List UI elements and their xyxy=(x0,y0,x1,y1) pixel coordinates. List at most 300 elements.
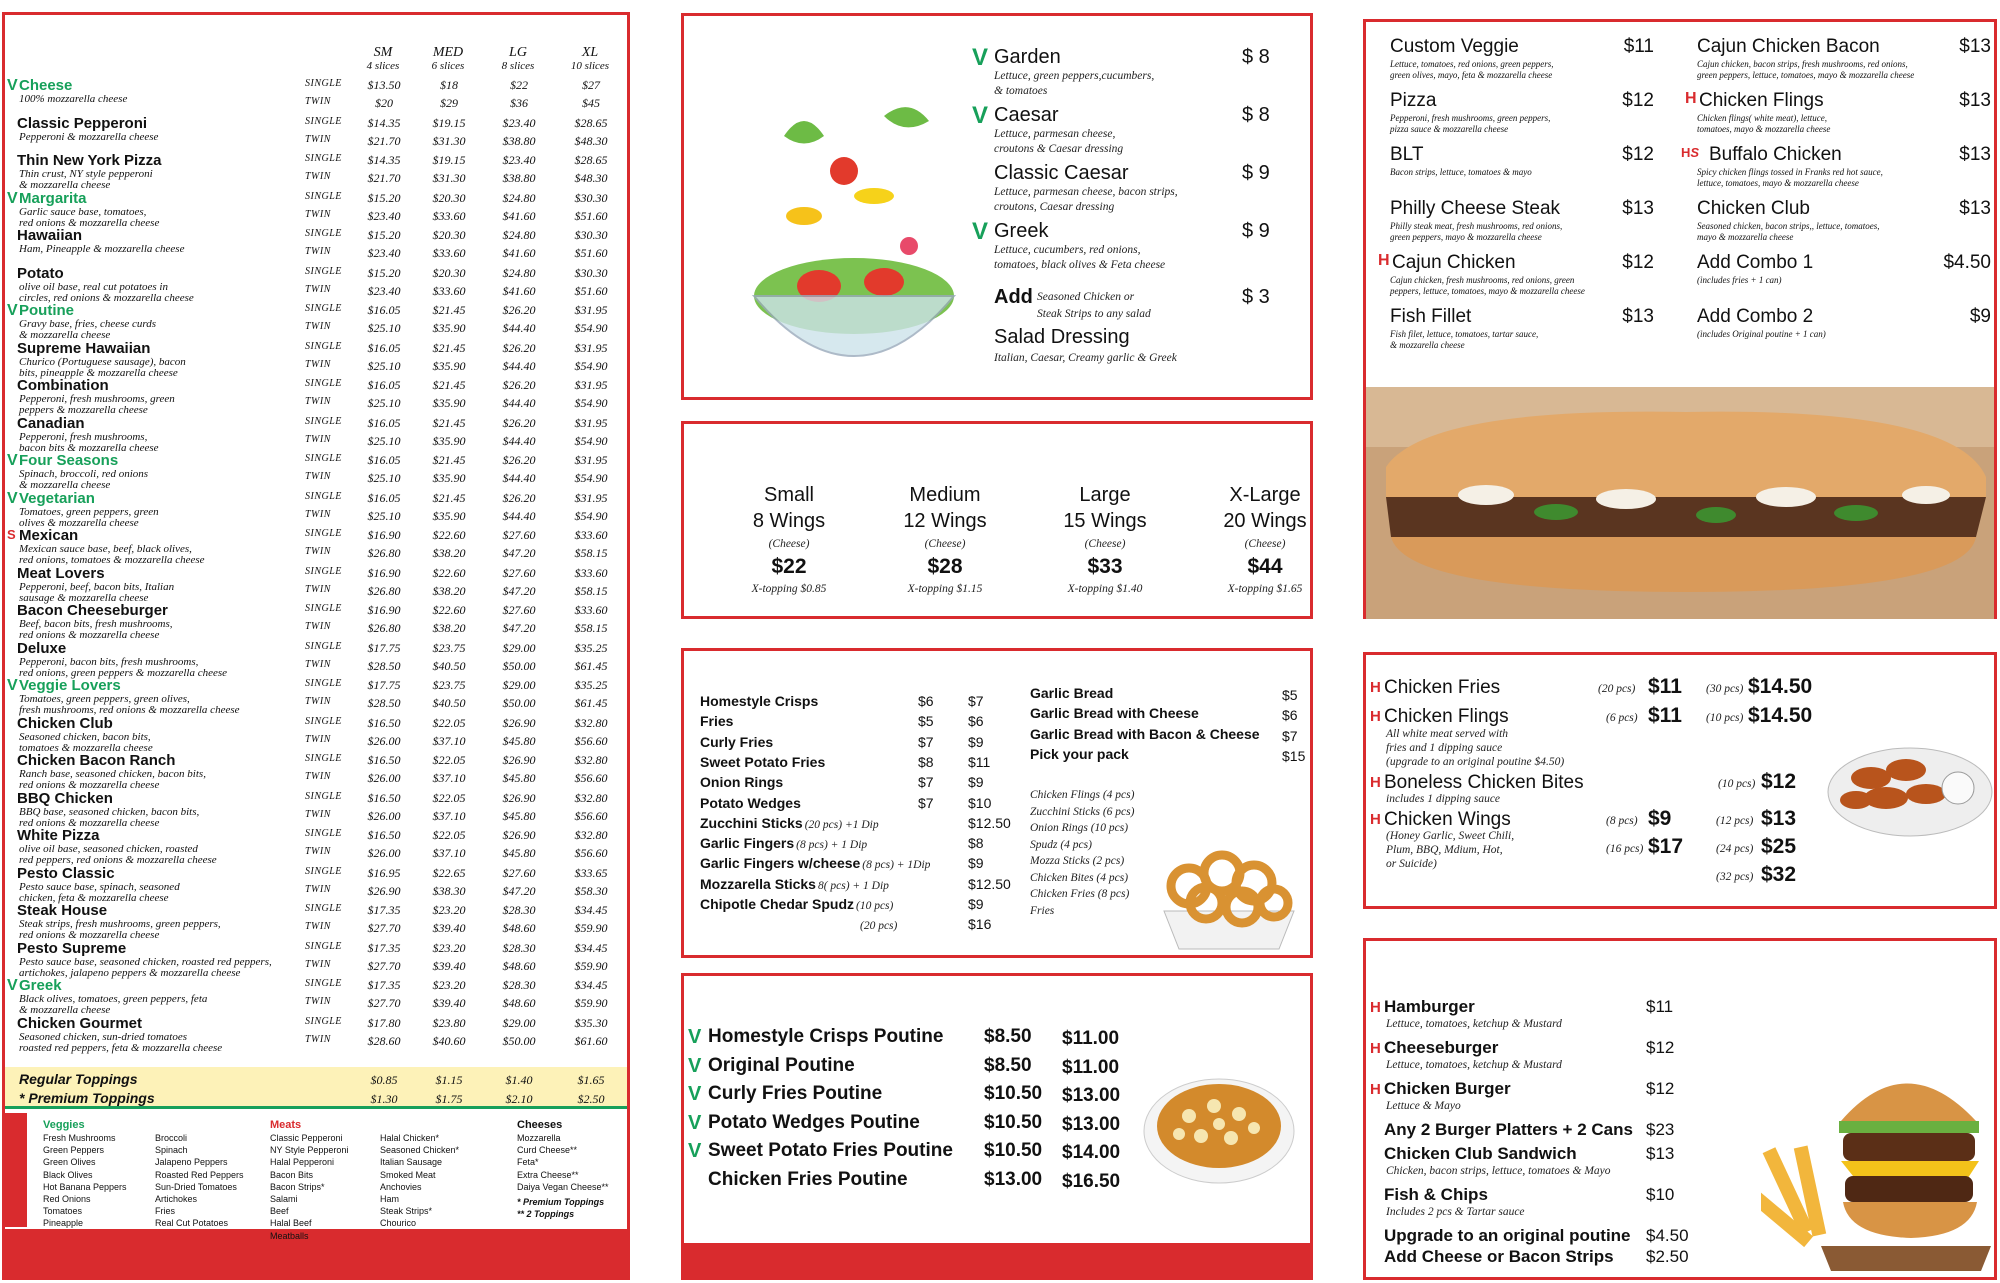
deal-extra-topping: X-topping $1.65 xyxy=(1227,583,1303,595)
single-price: $35.25 xyxy=(574,678,608,692)
appetizer-price: $15 xyxy=(1282,747,1306,764)
premium-note: * Premium Toppings xyxy=(517,1197,605,1207)
veggie-topping: Jalapeno Peppers xyxy=(155,1157,228,1168)
meat-topping: Halal Beef xyxy=(270,1218,312,1229)
twin-label: TWIN xyxy=(305,733,331,745)
pizza-item xyxy=(5,602,627,640)
single-price: $31.95 xyxy=(574,453,608,467)
sub-price: $4.50 xyxy=(1943,252,1991,273)
single-price: $16.95 xyxy=(367,865,401,880)
sub-desc: Fish filet, lettuce, tomatoes, tartar sauce, xyxy=(1390,329,1539,339)
single-price: $29.00 xyxy=(502,678,536,692)
twin-price: $56.60 xyxy=(574,733,608,748)
size-slices: 4 slices xyxy=(366,60,400,72)
pizza-desc: Steak strips, fresh mushrooms, green peppers, xyxy=(19,918,221,930)
twin-price: $25.10 xyxy=(367,471,401,485)
twin-price: $51.60 xyxy=(574,246,608,260)
vegan-icon: V xyxy=(688,1083,702,1105)
chicken-fries-price: $11 xyxy=(1648,675,1682,698)
twin-price: $56.60 xyxy=(574,808,608,823)
pizza-desc: red onions & mozzarella cheese xyxy=(19,779,160,791)
single-price: $26.20 xyxy=(502,378,536,392)
salad-desc: croutons, Caesar dressing xyxy=(994,201,1115,213)
halal-icon: H xyxy=(1370,708,1381,725)
deal-extra-topping: X-topping $1.15 xyxy=(907,583,983,595)
pizza-desc: Pepperoni, fresh mushrooms, green xyxy=(19,393,175,405)
pizza-desc: Pepperoni, bacon bits, fresh mushrooms, xyxy=(19,655,199,668)
deal-note: (Cheese) xyxy=(1244,538,1286,550)
salad-desc: & tomatoes xyxy=(994,85,1048,97)
single-price: $34.45 xyxy=(574,940,608,955)
twin-label: TWIN xyxy=(305,208,331,220)
halal-icon: H xyxy=(1370,1040,1381,1057)
appetizer-large-price: $7 xyxy=(968,693,984,709)
platter-name: Chicken Burger xyxy=(1384,1079,1511,1098)
platter-name: Add Cheese or Bacon Strips xyxy=(1384,1247,1614,1266)
twin-price: $58.15 xyxy=(574,621,608,635)
single-price: $26.90 xyxy=(502,828,536,842)
twin-label: TWIN xyxy=(305,996,331,1007)
pizza-item xyxy=(5,77,627,115)
appetizer-small-price: $5 xyxy=(918,713,934,730)
single-price: $24.80 xyxy=(502,190,536,205)
single-label: SINGLE xyxy=(305,1015,342,1027)
sub-name: Philly Cheese Steak xyxy=(1390,198,1561,219)
twin-price: $38.20 xyxy=(432,546,466,560)
single-price: $35.25 xyxy=(574,640,608,655)
meat-topping: Bacon Strips* xyxy=(270,1181,325,1192)
single-label: SINGLE xyxy=(305,903,342,914)
appetizer-name: Pick your pack xyxy=(1030,745,1129,762)
pizza-name: Deluxe xyxy=(17,639,67,657)
size-label: XL xyxy=(581,45,599,60)
veggie-topping: Black Olives xyxy=(43,1169,93,1180)
single-price: $21.45 xyxy=(432,453,466,467)
pizza-item xyxy=(5,977,627,1015)
platter-name: Hamburger xyxy=(1384,997,1475,1016)
meat-topping: Bacon Bits xyxy=(270,1169,314,1180)
sub-price: $13 xyxy=(1959,198,1991,219)
sub-desc: & mozzarella cheese xyxy=(1390,340,1465,350)
sub-desc: tomatoes, mayo & mozzarella cheese xyxy=(1697,124,1831,134)
pizza-name: Poutine xyxy=(19,302,74,319)
twin-price: $39.40 xyxy=(432,958,466,973)
single-price: $33.60 xyxy=(574,603,608,617)
sub-name: Chicken Flings xyxy=(1699,90,1824,111)
deal-price: $28 xyxy=(927,555,963,578)
single-label: SINGLE xyxy=(305,415,342,427)
sub-desc: Spicy chicken flings tossed in Franks red hot sauce, xyxy=(1697,167,1883,177)
sub-desc: Pepperoni, fresh mushrooms, green peppers, xyxy=(1390,113,1551,123)
twin-price: $54.90 xyxy=(574,396,608,410)
premium-topping-price: $2.10 xyxy=(505,1092,533,1106)
pizza-desc: Ranch base, seasoned chicken, bacon bits, xyxy=(19,768,206,780)
single-price: $13.50 xyxy=(367,78,401,92)
pizza-item xyxy=(5,377,627,415)
sub-price: $12 xyxy=(1622,144,1654,165)
salad-price: $ 8 xyxy=(1242,46,1270,68)
sub-desc: green peppers, lettuce, tomatoes, mayo & mozzarella cheese xyxy=(1697,70,1915,80)
appetizer-name: Garlic Fingers w/cheese xyxy=(700,855,861,872)
boneless-bites-qty: (10 pcs) xyxy=(1718,778,1756,790)
single-price: $30.30 xyxy=(574,190,608,205)
twin-label: TWIN xyxy=(305,396,331,407)
pizza-name: Potato xyxy=(17,264,64,282)
single-price: $21.45 xyxy=(432,378,466,392)
pizza-item xyxy=(5,827,627,865)
deal-wings: 12 Wings xyxy=(903,510,987,532)
pizza-wings-deal xyxy=(1200,482,1330,598)
burger-fries-image xyxy=(1761,1026,1995,1276)
twin-price: $35.90 xyxy=(432,321,466,335)
twin-price: $40.50 xyxy=(432,696,466,710)
platter-price: $2.50 xyxy=(1646,1247,1689,1266)
twin-price: $45.80 xyxy=(502,808,536,823)
single-price: $22.60 xyxy=(432,528,466,542)
appetizer-item xyxy=(700,896,893,912)
halal-icon: H xyxy=(1370,774,1381,791)
premium-topping-price: $1.75 xyxy=(435,1092,463,1106)
two-toppings-note: ** 2 Toppings xyxy=(517,1209,575,1219)
single-label: SINGLE xyxy=(305,940,342,952)
twin-price: $51.60 xyxy=(574,283,608,298)
pizza-desc: Beef, bacon bits, fresh mushrooms, xyxy=(19,618,173,630)
twin-price: $33.60 xyxy=(432,246,466,260)
single-price: $17.75 xyxy=(367,640,401,655)
twin-price: $33.60 xyxy=(432,283,466,298)
twin-price: $61.60 xyxy=(574,1033,608,1048)
chicken-fries-name: Chicken Fries xyxy=(1384,677,1501,698)
single-price: $35.30 xyxy=(574,1015,608,1030)
single-price: $23.75 xyxy=(432,640,466,655)
pizza-desc: olive oil base, seasoned chicken, roasted xyxy=(19,843,198,855)
platter-price: $10 xyxy=(1646,1185,1675,1204)
sub-desc: Cajun chicken, bacon strips, fresh mushrooms, red onions, xyxy=(1697,59,1908,69)
halal-icon: H xyxy=(1685,90,1697,107)
twin-price: $38.20 xyxy=(432,583,466,598)
platter-price: $12 xyxy=(1646,1038,1675,1057)
pizza-item xyxy=(5,565,627,603)
pizza-item xyxy=(5,415,627,453)
pizza-name: Greek xyxy=(19,977,62,994)
pizza-desc: Tomatoes, green peppers, green olives, xyxy=(19,693,190,705)
sub-desc: Cajun chicken, fresh mushrooms, red onions, green xyxy=(1390,275,1575,285)
twin-price: $51.60 xyxy=(574,208,608,223)
twin-price: $47.20 xyxy=(502,546,536,560)
deal-size: Medium xyxy=(909,484,981,506)
pizza-item xyxy=(5,902,627,940)
sub-desc: lettuce, tomatoes, mayo & mozzarella cheese xyxy=(1697,178,1859,188)
pizza-name: Chicken Bacon Ranch xyxy=(17,752,176,769)
appetizer-large-price: $6 xyxy=(968,713,984,730)
appetizer-name: Garlic Bread with Bacon & Cheese xyxy=(1030,725,1260,742)
pack-item: Mozza Sticks (2 pcs) xyxy=(1030,855,1125,867)
twin-label: TWIN xyxy=(305,96,331,107)
twin-price: $26.00 xyxy=(367,733,401,748)
cheeses-title: Cheeses xyxy=(517,1119,563,1131)
twin-price: $25.10 xyxy=(367,433,401,448)
appetizer-name: Onion Rings xyxy=(700,774,784,791)
pizza-desc: & mozzarella cheese xyxy=(19,329,111,341)
platter-desc: Chicken, bacon strips, lettuce, tomatoes & Mayo xyxy=(1386,1165,1611,1177)
poutine-name: Homestyle Crisps Poutine xyxy=(708,1026,944,1047)
single-price: $32.80 xyxy=(574,790,608,805)
premium-topping-price: $1.30 xyxy=(370,1092,398,1106)
pizza-item xyxy=(5,677,627,715)
single-price: $22.65 xyxy=(432,865,466,880)
appetizer-large-price: $9 xyxy=(968,896,984,912)
salad-dressing-desc: Italian, Caesar, Creamy garlic & Greek xyxy=(994,352,1177,364)
appetizer-large-price: $10 xyxy=(968,794,992,811)
vegan-icon: V xyxy=(7,489,18,507)
pizza-desc: peppers & mozzarella cheese xyxy=(19,404,148,416)
wings-qty: (16 pcs) xyxy=(1606,843,1644,855)
single-price: $23.20 xyxy=(432,940,466,955)
chicken-wings-desc: or Suicide) xyxy=(1386,858,1437,870)
sub-price: $12 xyxy=(1622,90,1654,111)
twin-label: TWIN xyxy=(305,358,331,370)
twin-price: $40.50 xyxy=(432,658,466,673)
twin-price: $27.70 xyxy=(367,921,401,935)
twin-price: $25.10 xyxy=(367,321,401,335)
appetizer-name: Sweet Potato Fries xyxy=(700,753,826,770)
single-price: $23.75 xyxy=(432,678,466,692)
veggie-topping: Green Olives xyxy=(43,1157,96,1168)
poutine-large-price: $16.50 xyxy=(1062,1170,1121,1192)
twin-price: $26.80 xyxy=(367,546,401,560)
pizza-item xyxy=(5,527,627,565)
appetizer-name: Potato Wedges xyxy=(700,794,801,811)
vegan-icon: V xyxy=(7,77,18,94)
appetizer-name: Mozzarella Sticks xyxy=(700,875,816,892)
meat-topping: Beef xyxy=(270,1206,289,1217)
appetizer-small-price: $7 xyxy=(918,794,934,811)
poutines-panel xyxy=(681,973,1313,1280)
deal-price: $22 xyxy=(771,555,807,578)
chicken-flings-desc: (upgrade to an original poutine $4.50) xyxy=(1386,756,1565,768)
veggie-topping: Sun-Dried Tomatoes xyxy=(155,1181,237,1192)
deal-note: (Cheese) xyxy=(1084,538,1126,550)
salad-price: $ 9 xyxy=(1242,162,1270,184)
appetizer-item xyxy=(700,754,825,770)
single-price: $20.30 xyxy=(432,228,466,242)
appetizer-large-price: $11 xyxy=(968,753,991,770)
poutine-name: Curly Fries Poutine xyxy=(708,1083,883,1104)
twin-price: $47.20 xyxy=(502,583,536,598)
twin-price: $31.30 xyxy=(432,171,466,185)
twin-price: $59.90 xyxy=(574,996,608,1010)
salad-desc: Lettuce, green peppers,cucumbers, xyxy=(994,70,1155,82)
twin-label: TWIN xyxy=(305,808,331,820)
single-label: SINGLE xyxy=(305,715,342,727)
single-label: SINGLE xyxy=(305,978,342,989)
meat-topping: Steak Strips* xyxy=(380,1206,433,1217)
sub-desc: Lettuce, tomatoes, red onions, green peppers, xyxy=(1390,59,1554,69)
single-price: $26.90 xyxy=(502,790,536,805)
single-price: $28.30 xyxy=(502,903,536,917)
twin-price: $35.90 xyxy=(432,433,466,448)
deal-wings: 8 Wings xyxy=(752,510,826,532)
single-price: $27.60 xyxy=(502,528,536,542)
twin-price: $50.00 xyxy=(502,658,536,673)
appetizer-name: Zucchini Sticks xyxy=(700,814,803,831)
meat-topping: Salami xyxy=(270,1194,298,1204)
vegan-icon: V xyxy=(972,44,989,71)
twin-price: $59.90 xyxy=(574,958,608,973)
twin-label: TWIN xyxy=(305,508,331,520)
single-price: $21.45 xyxy=(432,490,466,505)
twin-label: TWIN xyxy=(305,696,331,707)
appetizer-item xyxy=(700,815,879,831)
appetizer-price: $6 xyxy=(1282,707,1298,724)
twin-label: TWIN xyxy=(305,546,331,557)
single-price: $30.30 xyxy=(574,228,608,242)
twin-label: TWIN xyxy=(305,958,331,970)
appetizer-note: (20 pcs) xyxy=(860,920,898,933)
sub-price: $12 xyxy=(1622,252,1654,273)
single-price: $33.60 xyxy=(574,528,608,542)
veggie-topping: Roasted Red Peppers xyxy=(155,1169,244,1180)
pizza-name: Bacon Cheeseburger xyxy=(17,602,168,619)
meat-topping: Seasoned Chicken* xyxy=(380,1145,460,1156)
veggie-topping: Tomatoes xyxy=(43,1206,83,1217)
sub-desc: green olives, mayo, feta & mozzarella cheese xyxy=(1390,70,1553,80)
sub-price: $13 xyxy=(1622,306,1654,327)
single-price: $17.75 xyxy=(367,678,401,692)
appetizer-name: Garlic Fingers xyxy=(700,835,795,852)
twin-price: $61.45 xyxy=(574,696,608,710)
twin-label: TWIN xyxy=(305,921,331,932)
pizza-name: Pesto Supreme xyxy=(17,939,127,957)
vegan-icon: V xyxy=(7,302,18,319)
single-price: $20.30 xyxy=(432,265,466,280)
single-price: $34.45 xyxy=(574,978,608,992)
pizza-item xyxy=(5,340,627,378)
pizza-desc: red onions & mozzarella cheese xyxy=(19,816,160,829)
poutine-small-price: $13.00 xyxy=(984,1168,1043,1190)
wings-price: $32 xyxy=(1761,863,1797,886)
vegan-icon: V xyxy=(688,1111,702,1134)
single-price: $33.65 xyxy=(574,865,608,880)
appetizer-large-price: $16 xyxy=(968,916,992,933)
poutine-large-price: $11.00 xyxy=(1062,1028,1120,1049)
pizza-name: Veggie Lovers xyxy=(19,677,121,694)
wings-qty: (8 pcs) xyxy=(1606,815,1638,827)
twin-label: TWIN xyxy=(305,321,331,332)
poutine-large-price: $11.00 xyxy=(1062,1056,1120,1078)
pizza-desc: & mozzarella cheese xyxy=(19,1004,111,1016)
single-price: $22.05 xyxy=(432,715,466,730)
single-price: $23.20 xyxy=(432,978,466,992)
twin-price: $27.70 xyxy=(367,958,401,973)
deal-wings: 15 Wings xyxy=(1063,510,1147,532)
poutine-large-price: $13.00 xyxy=(1062,1085,1121,1106)
sub-name: Add Combo 1 xyxy=(1697,252,1814,273)
pizza-desc: Black olives, tomatoes, green peppers, feta xyxy=(19,993,208,1005)
pack-item: Chicken Flings (4 pcs) xyxy=(1030,789,1135,801)
single-price: $16.50 xyxy=(367,790,401,805)
salad-name: Greek xyxy=(994,220,1049,242)
veggies-title: Veggies xyxy=(43,1119,85,1131)
pizza-desc: Tomatoes, green peppers, green xyxy=(19,505,159,518)
pizza-name: Pesto Classic xyxy=(17,864,115,882)
single-price: $27.60 xyxy=(502,603,536,617)
pizza-desc: roasted red peppers, feta & mozzarella cheese xyxy=(19,1041,223,1054)
single-price: $32.80 xyxy=(574,828,608,842)
twin-price: $21.70 xyxy=(367,133,401,148)
single-label: SINGLE xyxy=(305,678,342,689)
twin-price: $44.40 xyxy=(502,358,536,373)
deal-price: $44 xyxy=(1247,555,1283,578)
salad-desc: Lettuce, cucumbers, red onions, xyxy=(994,244,1141,256)
single-price: $19.15 xyxy=(432,115,466,130)
salad-add-price: $ 3 xyxy=(1242,286,1270,308)
appetizer-name: Garlic Bread with Cheese xyxy=(1030,705,1199,722)
single-price: $24.80 xyxy=(502,228,536,242)
salad-price: $ 9 xyxy=(1242,220,1270,242)
appetizer-price: $7 xyxy=(1282,727,1298,744)
sub-price: $9 xyxy=(1969,306,1991,327)
appetizer-note: (8 pcs) + 1 Dip xyxy=(796,839,868,852)
pizza-desc: & mozzarella cheese xyxy=(19,479,111,491)
single-price: $17.35 xyxy=(367,978,401,992)
vegan-icon: V xyxy=(972,102,989,129)
wings-price: $25 xyxy=(1761,835,1797,858)
pizza-name: Margarita xyxy=(19,189,87,207)
pizza-desc: Spinach, broccoli, red onions xyxy=(19,468,149,480)
single-price: $22.05 xyxy=(432,753,466,767)
twin-price: $36 xyxy=(510,96,528,110)
pizza-desc: Mexican sauce base, beef, black olives, xyxy=(19,543,192,555)
meat-topping: Smoked Meat xyxy=(380,1169,436,1180)
boneless-bites-price: $12 xyxy=(1761,770,1797,793)
pizza-desc: Seasoned chicken, sun-dried tomatoes xyxy=(19,1030,188,1043)
pizza-name: Combination xyxy=(17,377,109,394)
single-price: $30.30 xyxy=(574,265,608,280)
pizza-item xyxy=(5,752,627,790)
poutine-name: Potato Wedges Poutine xyxy=(708,1111,920,1133)
twin-price: $35.90 xyxy=(432,358,466,373)
pizza-desc: Pepperoni & mozzarella cheese xyxy=(19,130,159,143)
pizza-name: BBQ Chicken xyxy=(17,789,113,807)
chicken-wings-name: Chicken Wings xyxy=(1384,809,1511,830)
pizza-desc: tomatoes & mozzarella cheese xyxy=(19,741,153,754)
single-price: $28.30 xyxy=(502,940,536,955)
chicken-panel xyxy=(1363,652,1997,909)
single-label: SINGLE xyxy=(305,78,342,89)
veggie-topping: Artichokes xyxy=(155,1194,198,1204)
twin-price: $31.30 xyxy=(432,133,466,148)
sub-price: $11 xyxy=(1623,36,1654,57)
single-price: $22.05 xyxy=(432,790,466,805)
twin-price: $54.90 xyxy=(574,508,608,523)
platter-price: $4.50 xyxy=(1646,1226,1689,1245)
veggie-topping: Green Peppers xyxy=(43,1145,105,1156)
poutine-small-price: $10.50 xyxy=(984,1140,1043,1161)
spicy-icon: S xyxy=(7,527,16,542)
poutine-name: Chicken Fries Poutine xyxy=(708,1168,908,1190)
sub-name: Cajun Chicken xyxy=(1392,252,1516,273)
twin-price: $56.60 xyxy=(574,771,608,785)
appetizer-small-price: $7 xyxy=(918,733,934,750)
single-price: $31.95 xyxy=(574,378,608,392)
platters-panel xyxy=(1363,938,1997,1280)
appetizers-panel xyxy=(681,648,1313,958)
twin-price: $37.10 xyxy=(432,771,466,785)
appetizer-item xyxy=(700,774,783,790)
twin-price: $28.50 xyxy=(367,658,401,673)
pizza-item xyxy=(5,190,627,228)
